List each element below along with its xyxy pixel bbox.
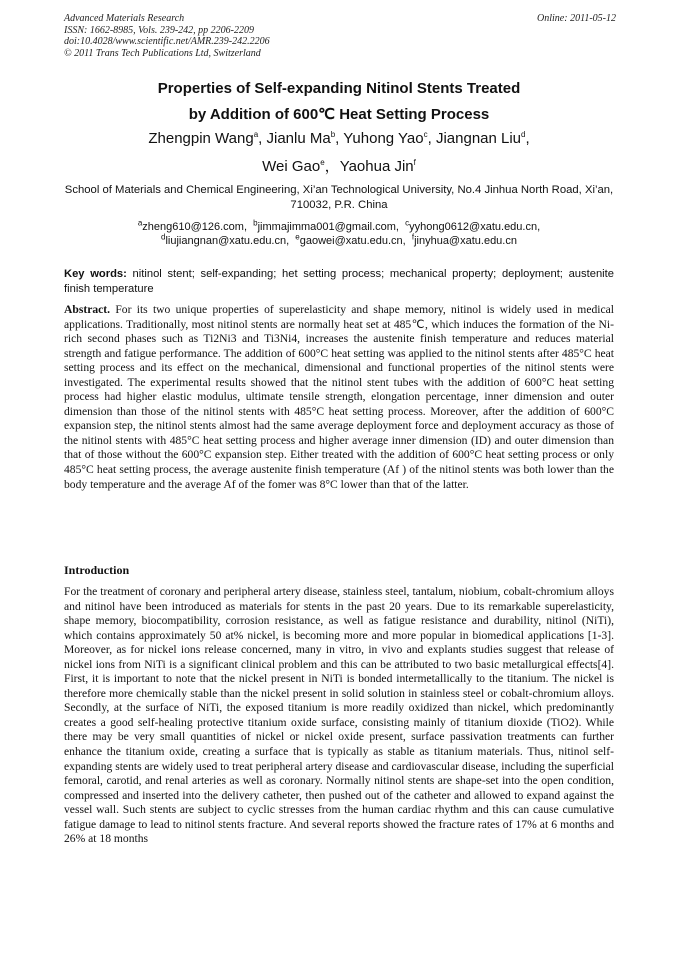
affiliation: School of Materials and Chemical Engineering, Xi’an Technological University, No.4 Jinhua North Road, Xi’an, 710032, P.R. China [64,184,614,211]
doi-line: doi:10.4028/www.scientific.net/AMR.239-242.2206 [64,36,270,48]
journal-header [64,13,616,59]
author-name: Yuhong Yao [343,130,424,147]
keywords-text: nitinol stent; self-expanding; het setting process; mechanical property; deployment; austenite finish temperature [64,268,614,295]
email-address: jimmajimma001@gmail.com, [257,221,399,233]
email-mark: c [405,218,410,228]
author-affil-mark: d [521,130,526,139]
author-separator: ， [324,158,340,175]
paper-title-line-2: by Addition of 600℃ Heat Setting Process [188,106,490,123]
author-emails [56,220,622,248]
author-separator: , [335,130,344,147]
author-affil-mark: c [423,130,428,139]
email-line-2 [56,234,622,248]
email-address: liujiangnan@xatu.edu.cn, [165,235,290,247]
author-separator: , [258,130,267,147]
email-address: zheng610@126.com, [142,221,248,233]
keywords-paragraph [64,267,614,296]
email-mark: e [295,232,300,242]
author-name: Jiangnan Liu [435,130,522,147]
author-affil-mark: a [253,130,259,139]
author-affil-mark: b [330,130,336,139]
email-address: gaowei@xatu.edu.cn, [299,235,406,247]
author-name: Yaohua Jin [339,158,414,175]
email-address: jinyhua@xatu.edu.cn [414,235,517,247]
introduction-paragraph: For the treatment of coronary and peripheral artery disease, stainless steel, tantalum, niobium, cobalt-chromium alloys and nitinol have been introduced as materials for stents in the past 20 years. Due to its remarkable superelasticity, shape memory, biocompatibility, corrosion resistance, as well as fatigue resistance and durability, nitinol (NiTi), which contains approximately 50 at% nickel, is becoming more and more popular in biomedical applications [1-3]. Moreover, as for nickel ions release concerned, many in vitro, in vivo and explants studies suggest that release of nickel ions from NiTi is a significant clinical problem and this can be attributed to two basic metallurgical effects[4]. First, it is important to note that the nickel present in NiTi is bonded intermetallically to the titanium. The nickel is therefore more chemically stable than the nickel present in solid solution in stainless steel or cobalt-chromium alloys. Secondly, at the surface of NiTi, the exposed titanium is more readily oxidized than nickel, which predominantly creates a good self-healing protective titanium oxide surface, consisting mainly of titanium dioxide (TiO2). While there may be very small quantities of nickel or nickel oxide present, surface passivation treatments can further enhance the titanium oxide, creating a surface that is typically as stable as titanium materials. Thus, nitinol self-expanding stents are widely used to treat peripheral artery disease and cardiovascular disease, including the superficial femoral, carotid, and renal arteries as well as coronary. Normally nitinol stents are shape-set into the open condition, compressed and inserted into the delivery catheter, then pushed out of the catheter and allowed to expand against the vessel wall. Such stents are subject to cyclic stresses from the human cardiac rhythm and this can cause cumulative fatigue damage to lead to nitinol stents fracture. And several reports showed the fracture rates of 17% at 6 months and 26% at 18 months [64,585,614,846]
abstract-label: Abstract. [64,303,111,316]
author-affil-mark: e [320,158,325,167]
author-separator: , [427,130,436,147]
author-separator: , [525,130,530,147]
abstract-text: For its two unique properties of superelasticity and shape memory, nitinol is widely used in medical applications. Traditionally, most nitinol stents are normally heat set at 485℃, which induces the formation of the Ni-rich second phases such as Ti2Ni3 and Ti3Ni4, increases the austenite finish temperature and reduces material strength and fatigue performance. The addition of 600°C heat setting was applied to the nitinol stents after 485°C heat setting process and its effect on the mechanical, dimensional and functional properties of the nitinol stents were investigated. The experimental results showed that the nitinol stent tubes with the addition of 600°C heat setting process had higher elastic modulus, ultimate tensile strength, elongation percentage, inner dimension and outer dimension than those of the nitinol stents with 485°C heat setting process. Moreover, after the addition of 600°C expansion step, the nitinol stents almost had the same average deployment force and deployment accuracy as those of the nitinol stents with 485°C heat setting process and higher average inner dimension (ID) and outer dimension than that of those without the 600°C expansion step. Either treated with the addition of 600°C heat setting process or only 485°C heat setting process, the average austenite finish temperature (Af ) of the nitinol stents was both lower than the body temperature and the average Af of the fomer was 8°C lower than that of the latter. [64,303,614,491]
email-mark: b [253,218,258,228]
author-name: Jianlu Ma [266,130,331,147]
issn-line: ISSN: 1662-8985, Vols. 239-242, pp 2206-2209 [64,24,254,36]
email-address: yyhong0612@xatu.edu.cn, [409,221,541,233]
author-name: Wei Gao [262,158,321,175]
abstract-paragraph [64,303,614,492]
introduction-heading: Introduction [64,563,130,577]
journal-name: Advanced Materials Research [64,13,185,24]
author-line-2 [40,155,638,176]
copyright-line: © 2011 Trans Tech Publications Ltd, Switzerland [64,47,261,59]
email-mark: d [161,232,166,242]
keywords-label: Key words: [64,268,127,280]
online-date: Online: 2011-05-12 [537,13,616,24]
email-mark: a [137,218,143,228]
author-name: Zhengpin Wang [148,130,254,147]
email-mark: f [411,232,415,242]
author-affil-mark: f [413,158,416,167]
email-line-1 [56,220,622,234]
paper-title-line-1: Properties of Self-expanding Nitinol Stents Treated [157,80,521,97]
author-line-1 [40,130,638,147]
